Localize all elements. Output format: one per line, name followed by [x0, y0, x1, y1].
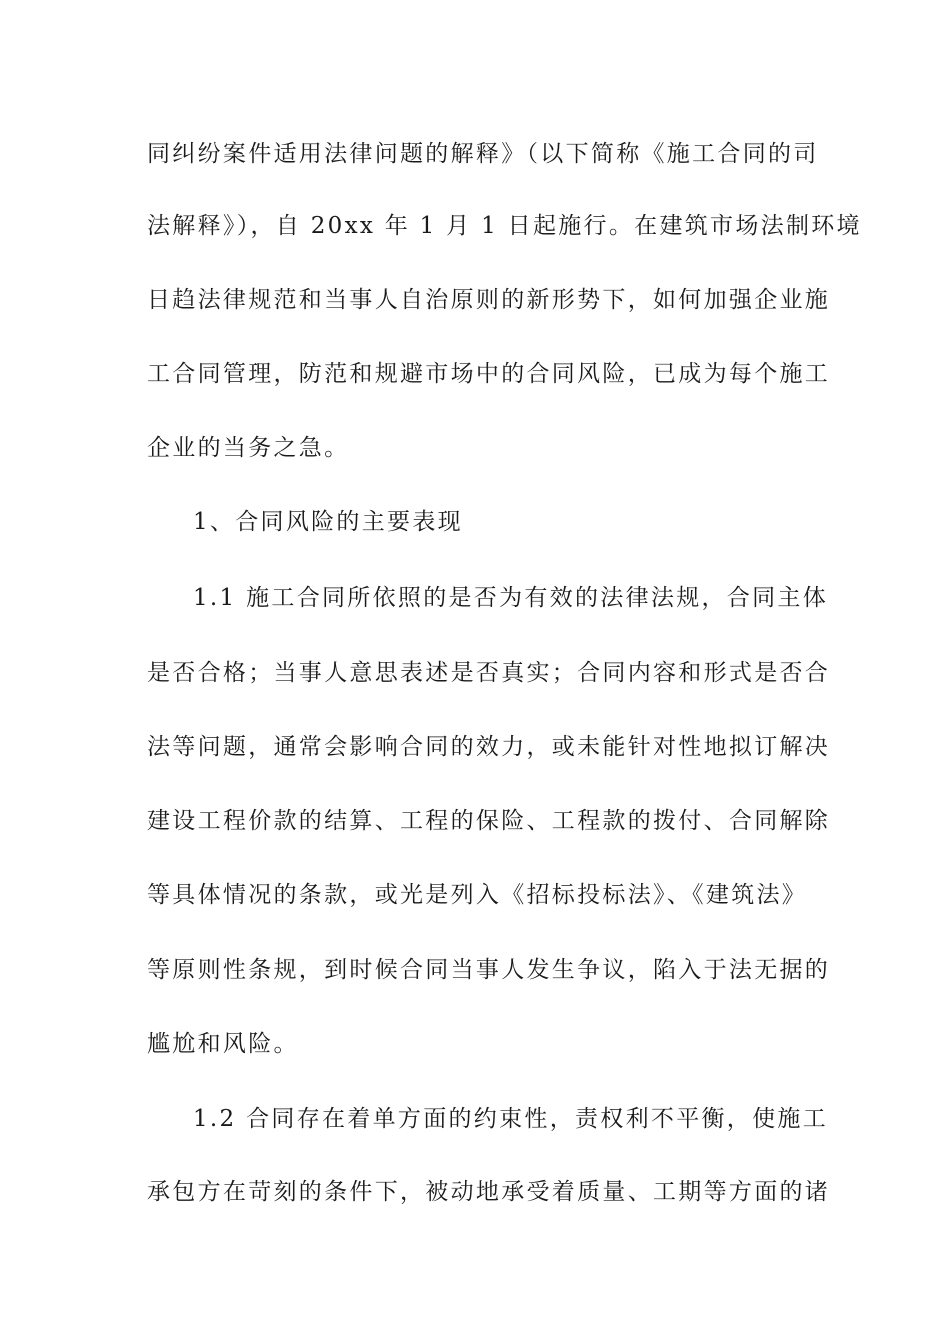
body-text-line: 1.2 合同存在着单方面的约束性，责权利不平衡，使施工: [193, 1106, 828, 1132]
body-text-line: 同纠纷案件适用法律问题的解释》（以下简称《施工合同的司: [147, 141, 819, 167]
body-text-line: 法等问题，通常会影响合同的效力，或未能针对性地拟订解决: [147, 734, 831, 760]
body-text-line: 工合同管理，防范和规避市场中的合同风险，已成为每个施工: [147, 361, 831, 387]
body-text-line: 等原则性条规，到时候合同当事人发生争议，陷入于法无据的: [147, 957, 831, 983]
section-heading: 1、合同风险的主要表现: [193, 509, 463, 535]
body-text-line: 建设工程价款的结算、工程的保险、工程款的拨付、合同解除: [147, 808, 831, 834]
body-text-line: 1.1 施工合同所依照的是否为有效的法律法规，合同主体: [193, 585, 828, 611]
body-text-line: 企业的当务之急。: [147, 435, 350, 461]
body-text-line: 法解释》），自 20xx 年 1 月 1 日起施行。在建筑市场法制环境: [147, 213, 862, 239]
body-text-line: 等具体情况的条款，或光是列入《招标投标法》、《建筑法》: [147, 882, 808, 908]
body-text-line: 尴尬和风险。: [147, 1031, 299, 1057]
body-text-line: 日趋法律规范和当事人自治原则的新形势下，如何加强企业施: [147, 287, 831, 313]
body-text-line: 承包方在苛刻的条件下，被动地承受着质量、工期等方面的诸: [147, 1179, 831, 1205]
body-text-line: 是否合格；当事人意思表述是否真实；合同内容和形式是否合: [147, 660, 831, 686]
